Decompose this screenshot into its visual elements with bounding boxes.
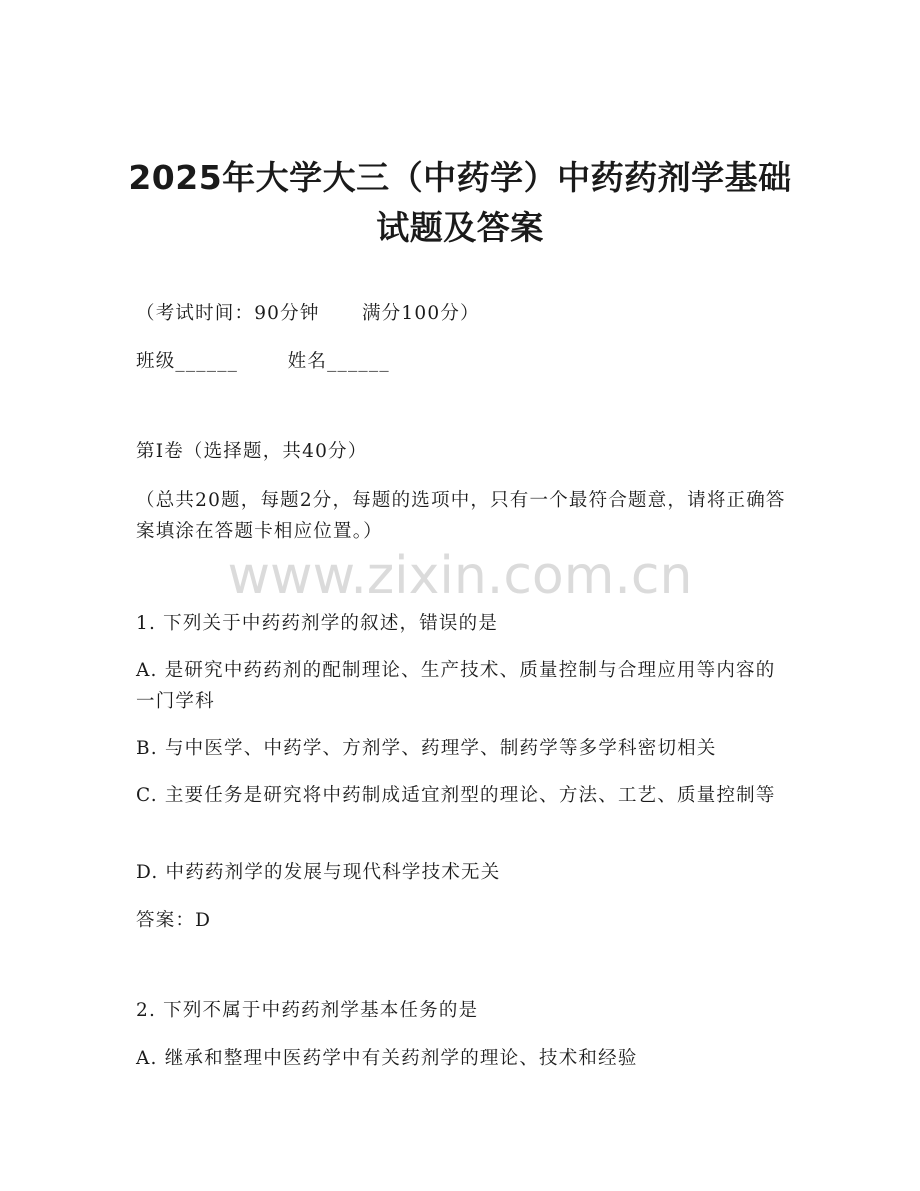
document-title — [100, 153, 820, 253]
question-2-option-a: A. 继承和整理中医药学中有关药剂学的理论、技术和经验 — [136, 1048, 638, 1069]
title-line-2: 试题及答案 — [376, 208, 544, 247]
question-1-option-a: A. 是研究中药药剂的配制理论、生产技术、质量控制与合理应用等内容的一门学科 — [136, 660, 776, 712]
question-1-option-d: D. 中药药剂学的发展与现代科学技术无关 — [136, 862, 501, 883]
exam-info: （考试时间：90分钟 满分100分） — [136, 303, 480, 324]
question-1-option-b: B. 与中医学、中药学、方剂学、药理学、制药学等多学科密切相关 — [136, 738, 717, 759]
section-instructions: （总共20题，每题2分，每题的选项中，只有一个最符合题意，请将正确答案填涂在答题卡相应位置。） — [136, 490, 786, 542]
section-heading: 第I卷（选择题，共40分） — [136, 441, 368, 462]
question-1-option-c: C. 主要任务是研究将中药制成适宜剂型的理论、方法、工艺、质量控制等 — [136, 785, 776, 806]
watermark: www.zixin.com.cn — [227, 546, 693, 606]
title-line-1: 2025年大学大三（中药学）中药药剂学基础 — [128, 158, 792, 197]
question-2-stem: 2. 下列不属于中药药剂学基本任务的是 — [136, 1000, 479, 1021]
student-info: 班级______ 姓名______ — [136, 351, 390, 372]
question-1-stem: 1. 下列关于中药药剂学的叙述，错误的是 — [136, 613, 499, 634]
question-1-answer: 答案：D — [136, 910, 212, 931]
